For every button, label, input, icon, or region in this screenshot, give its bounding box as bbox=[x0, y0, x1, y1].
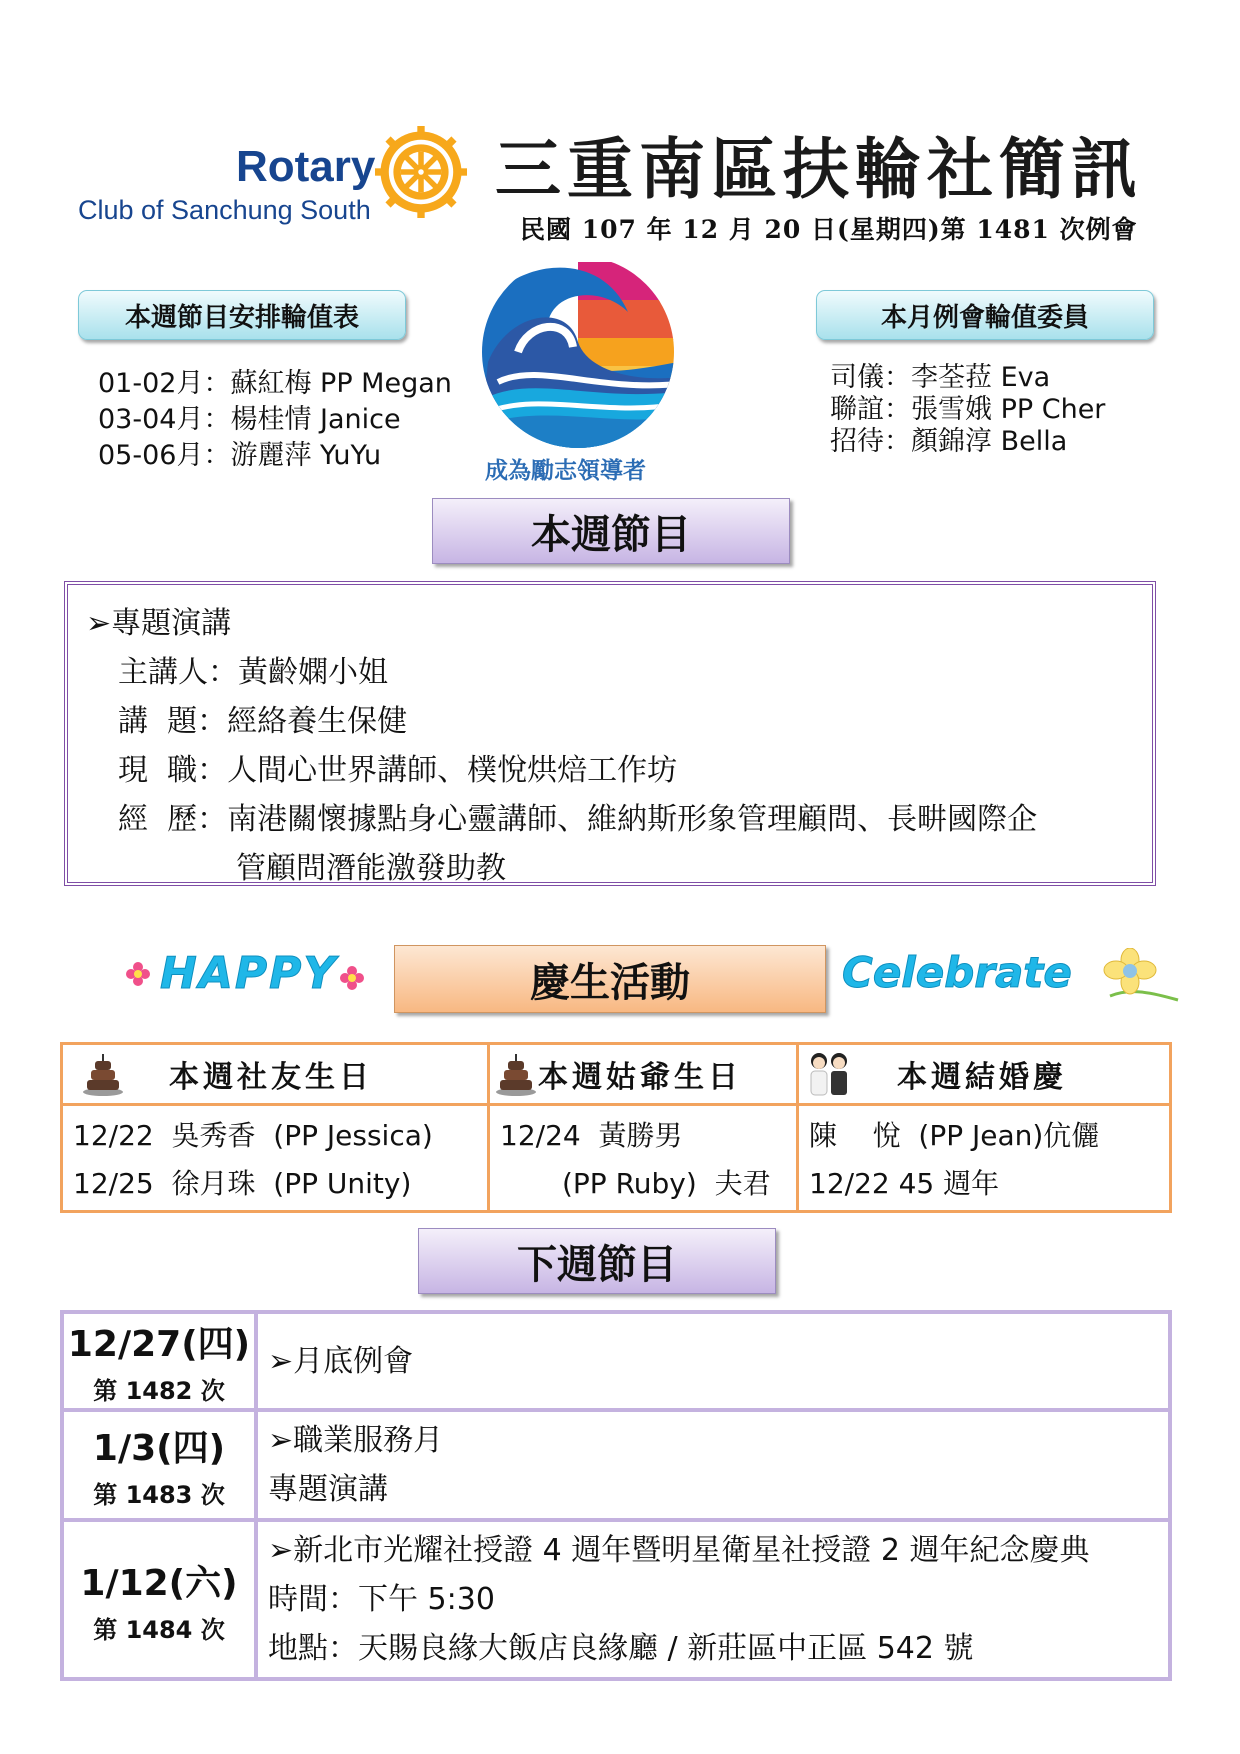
rotary-wordmark: Rotary bbox=[236, 142, 376, 191]
celebration-banner: 慶生活動 bbox=[394, 945, 826, 1013]
celebrate-text: Celebrate bbox=[842, 948, 1072, 997]
meeting-date: 12/27(四) bbox=[67, 1324, 251, 1365]
club-name: Club of Sanchung South bbox=[78, 195, 371, 225]
cell-line: 12/24 黃勝男 bbox=[500, 1119, 683, 1152]
committee-list bbox=[830, 362, 1105, 458]
anniversary-cell bbox=[798, 1105, 1171, 1212]
cell-line: 12/25 徐月珠 (PP Unity) bbox=[73, 1167, 412, 1200]
flower-icon bbox=[340, 966, 364, 990]
program-label: 主講人： bbox=[118, 655, 238, 690]
next-week-row bbox=[62, 1520, 1170, 1679]
meeting-content bbox=[256, 1520, 1170, 1679]
schedule-item: 03-04月：楊桂情 Janice bbox=[98, 404, 401, 435]
program-line bbox=[86, 795, 1037, 844]
birthday-cell bbox=[489, 1105, 798, 1212]
program-label: 經 歷： bbox=[118, 802, 228, 837]
cell-line: (PP Ruby) 夫君 bbox=[562, 1167, 771, 1200]
meeting-session: 第 1483 次 bbox=[93, 1481, 225, 1509]
program-value: 黃齡嫻小姐 bbox=[238, 655, 388, 690]
cake-icon bbox=[494, 1052, 538, 1096]
this-week-banner: 本週節目 bbox=[432, 498, 790, 564]
theme-motto: 成為勵志領導者 bbox=[485, 458, 646, 484]
content-line: 時間：下午 5:30 bbox=[268, 1582, 495, 1617]
content-line: ➢新北市光耀社授證 4 週年暨明星衛星社授證 2 週年紀念慶典 bbox=[268, 1533, 1090, 1568]
meeting-date: 1/3(四) bbox=[92, 1428, 226, 1469]
program-value: 經絡養生保健 bbox=[227, 704, 408, 739]
program-value: 南港關懷據點身心靈講師、維納斯形象管理顧問、長畊國際企 bbox=[227, 802, 1038, 837]
column-title: 本週姑爺生日 bbox=[538, 1060, 742, 1095]
content-line: ➢職業服務月 bbox=[268, 1423, 444, 1458]
column-title: 本週社友生日 bbox=[169, 1060, 373, 1095]
content-line: 地點：天賜良緣大飯店良緣廳 / 新莊區中正區 542 號 bbox=[268, 1631, 974, 1666]
theme-wave-logo bbox=[478, 252, 678, 452]
content-line: 專題演講 bbox=[268, 1472, 388, 1507]
committee-heading: 本月例會輪值委員 bbox=[816, 290, 1154, 340]
cell-line: 12/22 吳秀香 (PP Jessica) bbox=[73, 1119, 433, 1152]
this-week-program-box bbox=[64, 581, 1156, 886]
date-cell bbox=[62, 1312, 256, 1410]
happy-text: HAPPY bbox=[160, 948, 338, 999]
date-cell bbox=[62, 1520, 256, 1679]
celebration-table bbox=[60, 1042, 1172, 1213]
birthday-cell bbox=[62, 1105, 489, 1212]
meeting-subtitle: 民國 107 年 12 月 20 日(星期四)第 1481 次例會 bbox=[520, 215, 1138, 244]
column-title: 本週結婚慶 bbox=[897, 1060, 1067, 1095]
meeting-content bbox=[256, 1410, 1170, 1520]
date-cell bbox=[62, 1410, 256, 1520]
column-header bbox=[489, 1044, 798, 1105]
cell-line: 12/22 45 週年 bbox=[809, 1167, 1000, 1200]
next-week-row bbox=[62, 1410, 1170, 1520]
program-line bbox=[86, 746, 1037, 795]
committee-item: 聯誼：張雪娥 PP Cher bbox=[830, 394, 1106, 425]
page-title: 三重南區扶輪社簡訊 bbox=[495, 130, 1143, 208]
committee-item: 招待：顏錦淳 Bella bbox=[830, 426, 1068, 457]
program-continuation: 管顧問潛能激發助教 bbox=[236, 851, 506, 886]
meeting-date: 1/12(六) bbox=[80, 1562, 238, 1604]
column-header bbox=[798, 1044, 1171, 1105]
program-value: 人間心世界講師、樸悅烘焙工作坊 bbox=[227, 753, 678, 788]
program-label: 講 題： bbox=[118, 704, 228, 739]
program-line bbox=[86, 697, 1037, 746]
next-week-table bbox=[60, 1310, 1172, 1681]
rotary-wheel-logo bbox=[375, 126, 467, 218]
wedding-couple-icon bbox=[805, 1049, 853, 1099]
next-week-row bbox=[62, 1312, 1170, 1410]
content-line: ➢月底例會 bbox=[268, 1343, 414, 1379]
flower-icon bbox=[126, 962, 150, 986]
meeting-session: 第 1484 次 bbox=[93, 1615, 225, 1644]
column-header bbox=[62, 1044, 489, 1105]
next-week-banner: 下週節目 bbox=[418, 1228, 776, 1294]
program-line bbox=[86, 648, 1037, 697]
schedule-item: 05-06月：游麗萍 YuYu bbox=[98, 440, 382, 471]
program-topic: ➢專題演講 bbox=[86, 606, 232, 641]
schedule-list bbox=[98, 366, 452, 474]
meeting-session: 第 1482 次 bbox=[93, 1377, 225, 1405]
meeting-content bbox=[256, 1312, 1170, 1410]
schedule-item: 01-02月：蘇紅梅 PP Megan bbox=[98, 368, 452, 399]
committee-item: 司儀：李荃菈 Eva bbox=[830, 362, 1051, 393]
schedule-heading: 本週節目安排輪值表 bbox=[78, 290, 406, 340]
cake-icon bbox=[81, 1052, 125, 1096]
cell-line: 陳 悅 (PP Jean)伉儷 bbox=[809, 1119, 1100, 1152]
daisy-flower-icon bbox=[1100, 948, 1182, 1008]
program-content bbox=[86, 599, 1037, 893]
program-label: 現 職： bbox=[118, 753, 228, 788]
